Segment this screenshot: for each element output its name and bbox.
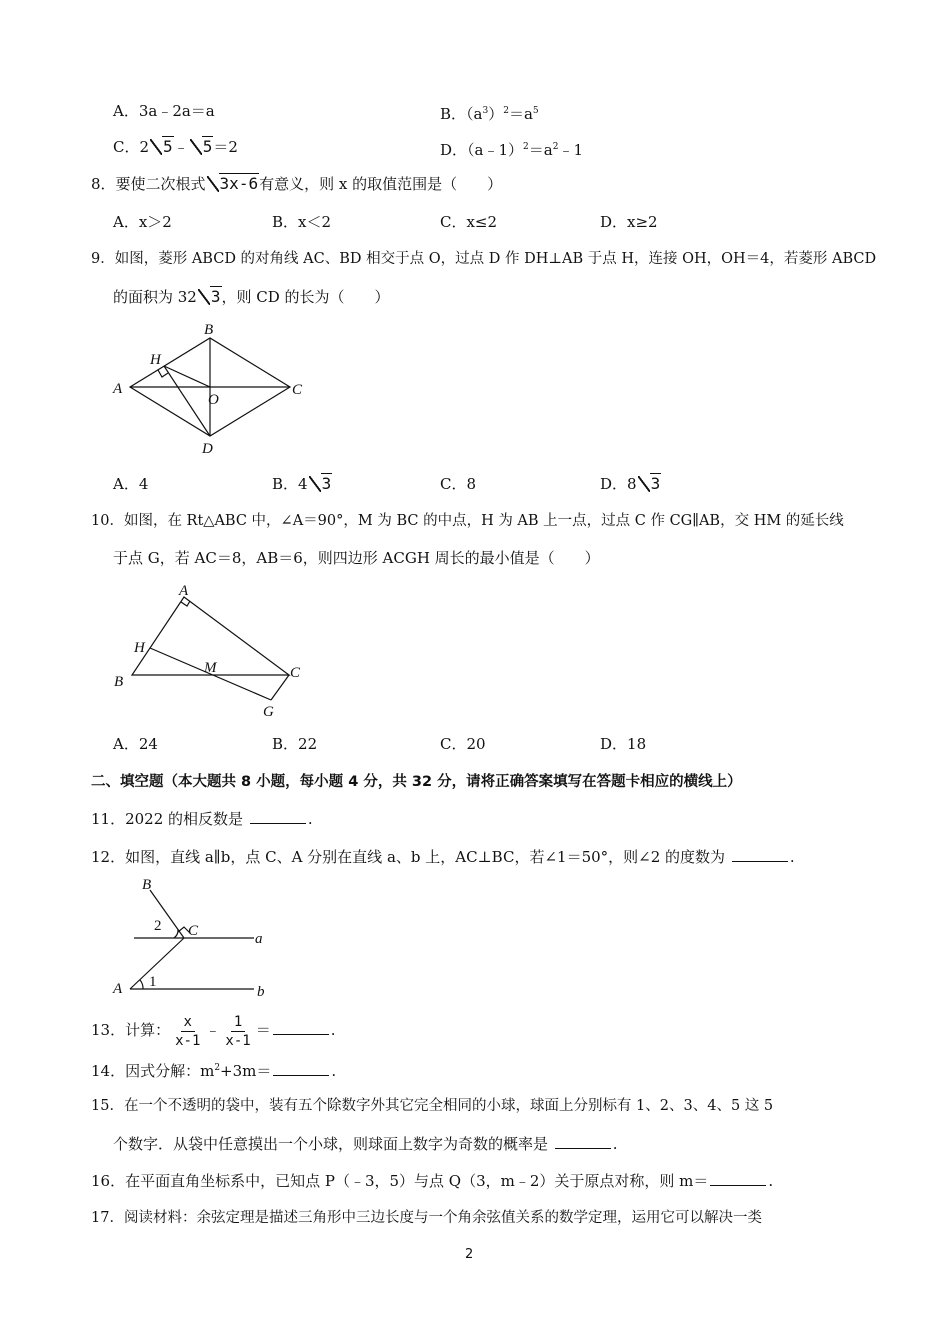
right-triangle-figure	[108, 580, 318, 722]
label-angle-2: 2	[154, 918, 162, 934]
q7-option-c: C．2 5﹣ 5＝2	[113, 137, 238, 156]
label-angle-1: 1	[149, 974, 157, 990]
q7-option-b: B．$(a^3)^2=a^5$	[440, 105, 539, 123]
label-o: O	[208, 392, 219, 408]
label-c: C	[290, 665, 301, 681]
q7-option-a: A．3a﹣2a＝a	[113, 102, 215, 120]
answer-blank[interactable]	[273, 1020, 329, 1035]
q11: 11．2022 的相反数是 .	[91, 810, 313, 828]
q8-stem: 8．要使二次根式 3x-6有意义，则 x 的取值范围是（ ）	[91, 174, 503, 193]
label-b: B	[142, 877, 152, 893]
q15-line1: 15．在一个不透明的袋中，装有五个除数字外其它完全相同的小球，球面上分别标有 1、2、3、4、5 这 5	[91, 1098, 774, 1114]
answer-blank[interactable]	[555, 1134, 611, 1149]
q10-option-a: A．24	[113, 735, 158, 753]
label-m: M	[204, 660, 217, 676]
label-c: C	[292, 382, 303, 398]
q8-option-a: A．x＞2	[113, 213, 172, 231]
q9-stem-line1: 9．如图，菱形 ABCD 的对角线 AC、BD 相交于点 O，过点 D 作 DH⊥AB 于点 H，连接 OH，OH＝4，若菱形 ABCD	[91, 251, 877, 267]
right-angle-mark-h	[158, 370, 168, 377]
q14: 14．因式分解：$m^2+3m=$ .	[91, 1062, 337, 1080]
fraction-1-over-x-minus-1: $\frac{1}{x-1}$	[225, 1013, 251, 1049]
q10-option-b: B．22	[272, 735, 318, 753]
q17-line1: 17．阅读材料：余弦定理是描述三角形中三边长度与一个角余弦值关系的数学定理，运用它可以解决一类	[91, 1210, 762, 1226]
label-a: A	[113, 981, 123, 997]
q10-stem-line1: 10．如图，在 Rt△ABC 中，∠A＝90°，M 为 BC 的中点，H 为 AB 上一点，过点 C 作 CG∥AB，交 HM 的延长线	[91, 513, 844, 529]
label-a: A	[113, 381, 123, 397]
q9-option-c: C．8	[440, 475, 477, 493]
answer-blank[interactable]	[273, 1061, 329, 1076]
q8-option-c: C．x≤2	[440, 213, 498, 231]
label-d: D	[202, 441, 213, 457]
q15-line2: 个数字．从袋中任意摸出一个小球，则球面上数字为奇数的概率是 .	[113, 1135, 618, 1153]
q7-option-d: D．$(a﹣1)^2=a^2﹣1$	[440, 141, 583, 159]
q10-option-c: C．20	[440, 735, 486, 753]
label-h: H	[134, 640, 145, 656]
q12-stem: 12．如图，直线 a∥b，点 C、A 分别在直线 a、b 上，AC⊥BC，若∠1＝50°，则∠2 的度数为 .	[91, 848, 795, 866]
q9-option-a: A．4	[113, 475, 149, 493]
q13: 13．计算： $\frac{x}{x-1}$ ﹣ $\frac{1}{x-1}$ ＝ .	[91, 1013, 336, 1049]
label-b: B	[204, 322, 214, 338]
label-h: H	[150, 352, 161, 368]
answer-blank[interactable]	[250, 809, 306, 824]
parallel-lines-figure	[108, 872, 278, 1000]
q10-option-d: D．18	[600, 735, 647, 753]
q9-stem-line2: 的面积为 32 3，则 CD 的长为（ ）	[113, 287, 390, 306]
answer-blank[interactable]	[732, 847, 788, 862]
section-heading-fill-in: 二、填空题（本大题共 8 小题，每小题 4 分，共 32 分，请将正确答案填写在答题卡相应的横线上）	[91, 774, 742, 790]
fraction-x-over-x-minus-1: $\frac{x}{x-1}$	[175, 1013, 201, 1049]
right-angle-mark-a	[181, 601, 190, 606]
angle-2-arc	[174, 929, 178, 938]
label-b: B	[114, 674, 124, 690]
q9-option-b: B．4 3	[272, 474, 332, 493]
segment-ac	[130, 938, 184, 989]
segment-cg	[271, 675, 289, 700]
rhombus-figure	[108, 318, 308, 460]
angle-1-arc	[140, 980, 143, 989]
answer-blank[interactable]	[710, 1171, 766, 1186]
q8-option-d: D．x≥2	[600, 213, 658, 231]
label-c: C	[188, 923, 199, 939]
q8-option-b: B．x＜2	[272, 213, 332, 231]
q16: 16．在平面直角坐标系中，已知点 P（﹣3，5）与点 Q（3，m﹣2）关于原点对称，则 m＝ .	[91, 1172, 774, 1190]
page-number: 2	[465, 1247, 474, 1262]
q9-option-d: D．8 3	[600, 474, 661, 493]
label-a-line: a	[255, 931, 263, 947]
label-a: A	[179, 583, 189, 599]
label-g: G	[263, 704, 274, 720]
q10-stem-line2: 于点 G，若 AC＝8，AB＝6，则四边形 ACGH 周长的最小值是（ ）	[113, 549, 600, 567]
label-b-line: b	[257, 984, 265, 1000]
